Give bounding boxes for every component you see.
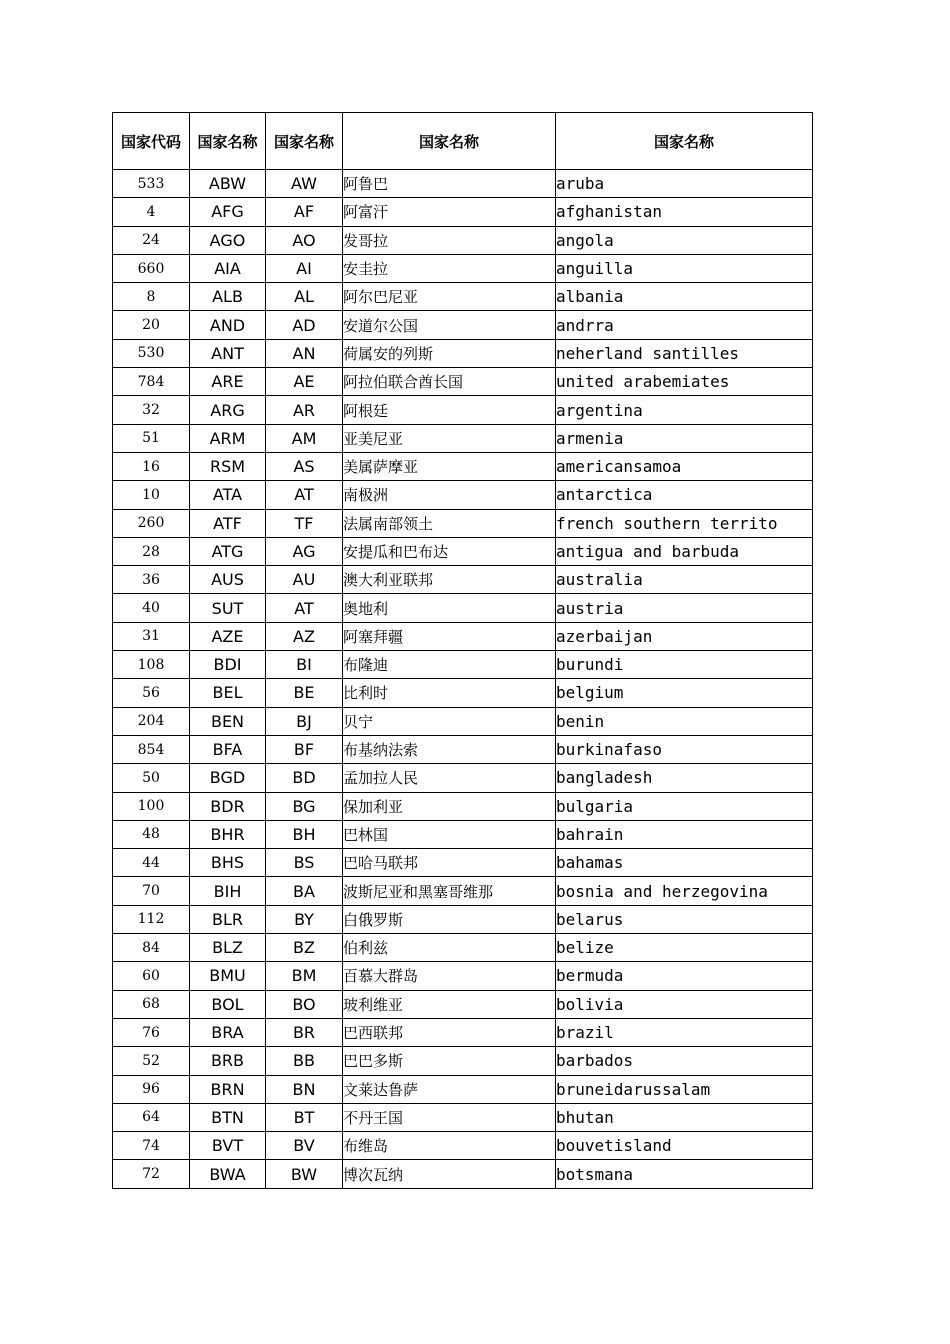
chinese-name-cell: 玻利维亚 bbox=[343, 990, 556, 1018]
numeric-code-cell: 533 bbox=[113, 170, 190, 198]
table-row bbox=[113, 368, 813, 396]
numeric-code-cell: 52 bbox=[113, 1047, 190, 1075]
header-country-name-alpha2: 国家名称 bbox=[266, 113, 343, 170]
alpha3-code-cell: RSM bbox=[190, 452, 266, 480]
chinese-name-cell: 巴西联邦 bbox=[343, 1018, 556, 1046]
alpha2-code-cell: BB bbox=[266, 1047, 343, 1075]
alpha2-code-cell: BY bbox=[266, 905, 343, 933]
alpha2-code-cell: BJ bbox=[266, 707, 343, 735]
alpha3-code-cell: BHR bbox=[190, 820, 266, 848]
chinese-name-cell: 伯利兹 bbox=[343, 934, 556, 962]
table-row bbox=[113, 849, 813, 877]
numeric-code-cell: 44 bbox=[113, 849, 190, 877]
chinese-name-cell: 巴巴多斯 bbox=[343, 1047, 556, 1075]
alpha2-code-cell: AG bbox=[266, 537, 343, 565]
english-name-cell: argentina bbox=[556, 396, 813, 424]
numeric-code-cell: 660 bbox=[113, 254, 190, 282]
table-row bbox=[113, 226, 813, 254]
chinese-name-cell: 阿尔巴尼亚 bbox=[343, 283, 556, 311]
alpha2-code-cell: AR bbox=[266, 396, 343, 424]
alpha2-code-cell: AD bbox=[266, 311, 343, 339]
numeric-code-cell: 28 bbox=[113, 537, 190, 565]
english-name-cell: bulgaria bbox=[556, 792, 813, 820]
alpha3-code-cell: BFA bbox=[190, 735, 266, 763]
table-row bbox=[113, 764, 813, 792]
english-name-cell: belgium bbox=[556, 679, 813, 707]
table-row bbox=[113, 481, 813, 509]
header-country-code: 国家代码 bbox=[113, 113, 190, 170]
table-row bbox=[113, 1018, 813, 1046]
alpha3-code-cell: AFG bbox=[190, 198, 266, 226]
alpha2-code-cell: AI bbox=[266, 254, 343, 282]
numeric-code-cell: 4 bbox=[113, 198, 190, 226]
alpha2-code-cell: BD bbox=[266, 764, 343, 792]
numeric-code-cell: 854 bbox=[113, 735, 190, 763]
table-row bbox=[113, 792, 813, 820]
english-name-cell: azerbaijan bbox=[556, 622, 813, 650]
chinese-name-cell: 巴林国 bbox=[343, 820, 556, 848]
english-name-cell: aruba bbox=[556, 170, 813, 198]
chinese-name-cell: 百慕大群岛 bbox=[343, 962, 556, 990]
alpha3-code-cell: BLZ bbox=[190, 934, 266, 962]
chinese-name-cell: 奥地利 bbox=[343, 594, 556, 622]
chinese-name-cell: 博次瓦纳 bbox=[343, 1160, 556, 1188]
alpha3-code-cell: AGO bbox=[190, 226, 266, 254]
chinese-name-cell: 巴哈马联邦 bbox=[343, 849, 556, 877]
table-row bbox=[113, 905, 813, 933]
header-country-name-alpha3: 国家名称 bbox=[190, 113, 266, 170]
table-row bbox=[113, 1047, 813, 1075]
numeric-code-cell: 24 bbox=[113, 226, 190, 254]
alpha3-code-cell: BMU bbox=[190, 962, 266, 990]
alpha3-code-cell: AZE bbox=[190, 622, 266, 650]
table-body bbox=[113, 170, 813, 1189]
numeric-code-cell: 56 bbox=[113, 679, 190, 707]
english-name-cell: americansamoa bbox=[556, 452, 813, 480]
table-row bbox=[113, 1103, 813, 1131]
chinese-name-cell: 不丹王国 bbox=[343, 1103, 556, 1131]
chinese-name-cell: 亚美尼亚 bbox=[343, 424, 556, 452]
table-row bbox=[113, 424, 813, 452]
alpha2-code-cell: BH bbox=[266, 820, 343, 848]
alpha3-code-cell: AUS bbox=[190, 566, 266, 594]
numeric-code-cell: 70 bbox=[113, 877, 190, 905]
alpha2-code-cell: AF bbox=[266, 198, 343, 226]
alpha2-code-cell: BI bbox=[266, 651, 343, 679]
alpha3-code-cell: BOL bbox=[190, 990, 266, 1018]
alpha3-code-cell: BRA bbox=[190, 1018, 266, 1046]
chinese-name-cell: 保加利亚 bbox=[343, 792, 556, 820]
english-name-cell: antigua and barbuda bbox=[556, 537, 813, 565]
numeric-code-cell: 84 bbox=[113, 934, 190, 962]
chinese-name-cell: 美属萨摩亚 bbox=[343, 452, 556, 480]
table-row bbox=[113, 962, 813, 990]
table-row bbox=[113, 679, 813, 707]
table-row bbox=[113, 1132, 813, 1160]
alpha3-code-cell: BLR bbox=[190, 905, 266, 933]
alpha3-code-cell: BRB bbox=[190, 1047, 266, 1075]
english-name-cell: australia bbox=[556, 566, 813, 594]
numeric-code-cell: 48 bbox=[113, 820, 190, 848]
chinese-name-cell: 荷属安的列斯 bbox=[343, 339, 556, 367]
english-name-cell: andrra bbox=[556, 311, 813, 339]
alpha3-code-cell: BHS bbox=[190, 849, 266, 877]
table-row bbox=[113, 311, 813, 339]
alpha2-code-cell: AU bbox=[266, 566, 343, 594]
numeric-code-cell: 20 bbox=[113, 311, 190, 339]
alpha2-code-cell: BZ bbox=[266, 934, 343, 962]
chinese-name-cell: 布维岛 bbox=[343, 1132, 556, 1160]
alpha2-code-cell: AN bbox=[266, 339, 343, 367]
table-row bbox=[113, 283, 813, 311]
chinese-name-cell: 阿拉伯联合酋长国 bbox=[343, 368, 556, 396]
alpha2-code-cell: AE bbox=[266, 368, 343, 396]
numeric-code-cell: 784 bbox=[113, 368, 190, 396]
table-row bbox=[113, 735, 813, 763]
chinese-name-cell: 白俄罗斯 bbox=[343, 905, 556, 933]
table-row bbox=[113, 990, 813, 1018]
header-country-name-chinese: 国家名称 bbox=[343, 113, 556, 170]
alpha3-code-cell: ARG bbox=[190, 396, 266, 424]
alpha3-code-cell: ANT bbox=[190, 339, 266, 367]
alpha2-code-cell: BA bbox=[266, 877, 343, 905]
chinese-name-cell: 安提瓜和巴布达 bbox=[343, 537, 556, 565]
english-name-cell: bahamas bbox=[556, 849, 813, 877]
table-row bbox=[113, 1075, 813, 1103]
chinese-name-cell: 安道尔公国 bbox=[343, 311, 556, 339]
numeric-code-cell: 100 bbox=[113, 792, 190, 820]
numeric-code-cell: 530 bbox=[113, 339, 190, 367]
table-row bbox=[113, 566, 813, 594]
alpha3-code-cell: BGD bbox=[190, 764, 266, 792]
alpha3-code-cell: BIH bbox=[190, 877, 266, 905]
chinese-name-cell: 比利时 bbox=[343, 679, 556, 707]
english-name-cell: armenia bbox=[556, 424, 813, 452]
alpha2-code-cell: AT bbox=[266, 481, 343, 509]
alpha3-code-cell: ATF bbox=[190, 509, 266, 537]
numeric-code-cell: 50 bbox=[113, 764, 190, 792]
table-row bbox=[113, 651, 813, 679]
english-name-cell: brazil bbox=[556, 1018, 813, 1046]
chinese-name-cell: 澳大利亚联邦 bbox=[343, 566, 556, 594]
english-name-cell: austria bbox=[556, 594, 813, 622]
numeric-code-cell: 68 bbox=[113, 990, 190, 1018]
alpha2-code-cell: BR bbox=[266, 1018, 343, 1046]
table-row bbox=[113, 537, 813, 565]
english-name-cell: bermuda bbox=[556, 962, 813, 990]
alpha2-code-cell: AO bbox=[266, 226, 343, 254]
english-name-cell: bahrain bbox=[556, 820, 813, 848]
english-name-cell: antarctica bbox=[556, 481, 813, 509]
alpha2-code-cell: BE bbox=[266, 679, 343, 707]
english-name-cell: bouvetisland bbox=[556, 1132, 813, 1160]
table-row bbox=[113, 170, 813, 198]
alpha2-code-cell: BW bbox=[266, 1160, 343, 1188]
chinese-name-cell: 波斯尼亚和黑塞哥维那 bbox=[343, 877, 556, 905]
alpha2-code-cell: TF bbox=[266, 509, 343, 537]
english-name-cell: belarus bbox=[556, 905, 813, 933]
table-row bbox=[113, 877, 813, 905]
chinese-name-cell: 布基纳法索 bbox=[343, 735, 556, 763]
table-row bbox=[113, 396, 813, 424]
english-name-cell: burkinafaso bbox=[556, 735, 813, 763]
alpha2-code-cell: BT bbox=[266, 1103, 343, 1131]
numeric-code-cell: 72 bbox=[113, 1160, 190, 1188]
english-name-cell: bhutan bbox=[556, 1103, 813, 1131]
alpha3-code-cell: BRN bbox=[190, 1075, 266, 1103]
english-name-cell: afghanistan bbox=[556, 198, 813, 226]
alpha3-code-cell: BEL bbox=[190, 679, 266, 707]
numeric-code-cell: 36 bbox=[113, 566, 190, 594]
alpha3-code-cell: ABW bbox=[190, 170, 266, 198]
alpha2-code-cell: BM bbox=[266, 962, 343, 990]
table-row bbox=[113, 254, 813, 282]
numeric-code-cell: 260 bbox=[113, 509, 190, 537]
english-name-cell: neherland santilles bbox=[556, 339, 813, 367]
alpha3-code-cell: ATA bbox=[190, 481, 266, 509]
alpha3-code-cell: BWA bbox=[190, 1160, 266, 1188]
alpha2-code-cell: AT bbox=[266, 594, 343, 622]
numeric-code-cell: 76 bbox=[113, 1018, 190, 1046]
alpha3-code-cell: BEN bbox=[190, 707, 266, 735]
table-row bbox=[113, 622, 813, 650]
alpha2-code-cell: BV bbox=[266, 1132, 343, 1160]
english-name-cell: anguilla bbox=[556, 254, 813, 282]
english-name-cell: bruneidarussalam bbox=[556, 1075, 813, 1103]
table-row bbox=[113, 934, 813, 962]
english-name-cell: bosnia and herzegovina bbox=[556, 877, 813, 905]
numeric-code-cell: 51 bbox=[113, 424, 190, 452]
table-row bbox=[113, 594, 813, 622]
english-name-cell: albania bbox=[556, 283, 813, 311]
numeric-code-cell: 112 bbox=[113, 905, 190, 933]
chinese-name-cell: 发哥拉 bbox=[343, 226, 556, 254]
numeric-code-cell: 64 bbox=[113, 1103, 190, 1131]
alpha3-code-cell: AND bbox=[190, 311, 266, 339]
table-row bbox=[113, 339, 813, 367]
english-name-cell: botsmana bbox=[556, 1160, 813, 1188]
chinese-name-cell: 法属南部领土 bbox=[343, 509, 556, 537]
alpha3-code-cell: BVT bbox=[190, 1132, 266, 1160]
numeric-code-cell: 74 bbox=[113, 1132, 190, 1160]
alpha2-code-cell: AM bbox=[266, 424, 343, 452]
table-row bbox=[113, 509, 813, 537]
chinese-name-cell: 文莱达鲁萨 bbox=[343, 1075, 556, 1103]
chinese-name-cell: 布隆迪 bbox=[343, 651, 556, 679]
alpha2-code-cell: AZ bbox=[266, 622, 343, 650]
english-name-cell: angola bbox=[556, 226, 813, 254]
alpha3-code-cell: ARE bbox=[190, 368, 266, 396]
numeric-code-cell: 16 bbox=[113, 452, 190, 480]
numeric-code-cell: 31 bbox=[113, 622, 190, 650]
alpha2-code-cell: BS bbox=[266, 849, 343, 877]
table-row bbox=[113, 1160, 813, 1188]
chinese-name-cell: 阿鲁巴 bbox=[343, 170, 556, 198]
english-name-cell: bangladesh bbox=[556, 764, 813, 792]
numeric-code-cell: 96 bbox=[113, 1075, 190, 1103]
numeric-code-cell: 60 bbox=[113, 962, 190, 990]
table-row bbox=[113, 707, 813, 735]
english-name-cell: belize bbox=[556, 934, 813, 962]
chinese-name-cell: 贝宁 bbox=[343, 707, 556, 735]
alpha2-code-cell: AL bbox=[266, 283, 343, 311]
numeric-code-cell: 8 bbox=[113, 283, 190, 311]
chinese-name-cell: 阿塞拜疆 bbox=[343, 622, 556, 650]
alpha2-code-cell: BO bbox=[266, 990, 343, 1018]
alpha3-code-cell: ATG bbox=[190, 537, 266, 565]
country-code-table bbox=[112, 112, 813, 1189]
english-name-cell: barbados bbox=[556, 1047, 813, 1075]
table-row bbox=[113, 198, 813, 226]
english-name-cell: bolivia bbox=[556, 990, 813, 1018]
alpha3-code-cell: BTN bbox=[190, 1103, 266, 1131]
header-country-name-english: 国家名称 bbox=[556, 113, 813, 170]
chinese-name-cell: 孟加拉人民 bbox=[343, 764, 556, 792]
numeric-code-cell: 108 bbox=[113, 651, 190, 679]
numeric-code-cell: 32 bbox=[113, 396, 190, 424]
alpha2-code-cell: AS bbox=[266, 452, 343, 480]
alpha2-code-cell: BF bbox=[266, 735, 343, 763]
numeric-code-cell: 204 bbox=[113, 707, 190, 735]
english-name-cell: french southern territo bbox=[556, 509, 813, 537]
alpha3-code-cell: AIA bbox=[190, 254, 266, 282]
table-header-row bbox=[113, 113, 813, 170]
english-name-cell: benin bbox=[556, 707, 813, 735]
chinese-name-cell: 安圭拉 bbox=[343, 254, 556, 282]
chinese-name-cell: 南极洲 bbox=[343, 481, 556, 509]
alpha3-code-cell: SUT bbox=[190, 594, 266, 622]
table-row bbox=[113, 820, 813, 848]
numeric-code-cell: 10 bbox=[113, 481, 190, 509]
alpha3-code-cell: BDI bbox=[190, 651, 266, 679]
alpha3-code-cell: ARM bbox=[190, 424, 266, 452]
english-name-cell: united arabemiates bbox=[556, 368, 813, 396]
alpha3-code-cell: BDR bbox=[190, 792, 266, 820]
alpha2-code-cell: BN bbox=[266, 1075, 343, 1103]
alpha2-code-cell: BG bbox=[266, 792, 343, 820]
alpha2-code-cell: AW bbox=[266, 170, 343, 198]
chinese-name-cell: 阿根廷 bbox=[343, 396, 556, 424]
numeric-code-cell: 40 bbox=[113, 594, 190, 622]
alpha3-code-cell: ALB bbox=[190, 283, 266, 311]
chinese-name-cell: 阿富汗 bbox=[343, 198, 556, 226]
table-row bbox=[113, 452, 813, 480]
english-name-cell: burundi bbox=[556, 651, 813, 679]
